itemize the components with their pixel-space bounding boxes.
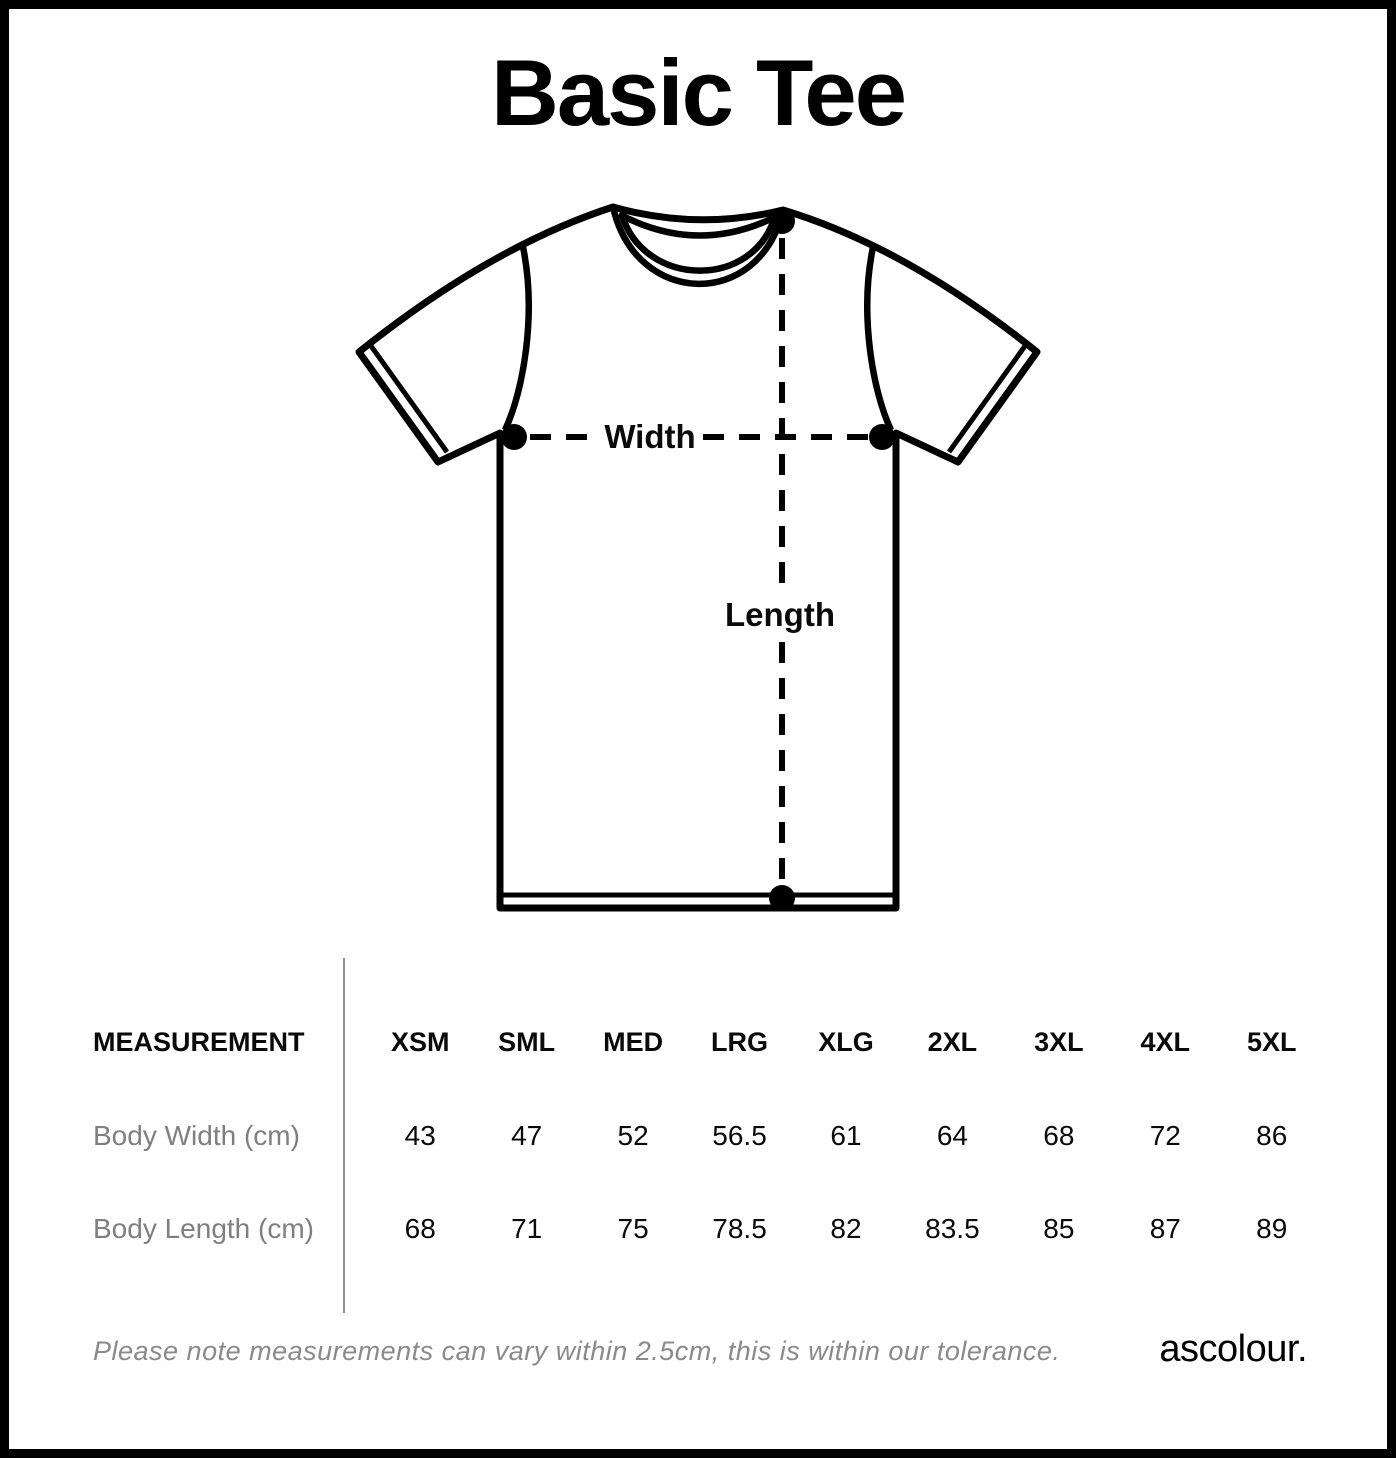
column-header-measurement: MEASUREMENT <box>93 1027 305 1057</box>
column-header-lrg: LRG <box>711 1027 769 1057</box>
row-label-body-length: Body Length (cm) <box>93 1213 314 1244</box>
body-length-value-sml: 71 <box>511 1213 543 1244</box>
tshirt-outline <box>359 207 1037 908</box>
body-length-value-5xl: 89 <box>1256 1213 1288 1244</box>
body-width-value-xlg: 61 <box>830 1120 862 1151</box>
body-width-value-5xl: 86 <box>1256 1120 1288 1151</box>
body-length-value-med: 75 <box>617 1213 649 1244</box>
body-width-value-4xl: 72 <box>1149 1120 1181 1151</box>
body-width-value-2xl: 64 <box>936 1120 968 1151</box>
body-length-value-xsm: 68 <box>404 1213 436 1244</box>
body-width-value-xsm: 43 <box>404 1120 436 1151</box>
length-measure-label: Length <box>725 596 835 633</box>
column-header-sml: SML <box>498 1027 556 1057</box>
table-row-body-width <box>93 1119 1325 1153</box>
column-header-4xl: 4XL <box>1140 1027 1191 1057</box>
body-length-value-2xl: 83.5 <box>925 1213 980 1244</box>
column-header-5xl: 5XL <box>1246 1027 1297 1057</box>
column-header-2xl: 2XL <box>927 1027 978 1057</box>
body-length-value-lrg: 78.5 <box>712 1213 767 1244</box>
left-armpit-dot <box>501 424 527 450</box>
body-length-value-3xl: 85 <box>1043 1213 1075 1244</box>
body-width-value-med: 52 <box>617 1120 649 1151</box>
column-header-3xl: 3XL <box>1034 1027 1084 1057</box>
right-armpit-dot <box>869 424 895 450</box>
table-row-body-length <box>93 1212 1325 1246</box>
brand-logo: ascolour. <box>1159 1328 1307 1370</box>
column-header-xsm: XSM <box>390 1027 450 1057</box>
size-table-header-row <box>93 1026 1325 1058</box>
tolerance-note: Please note measurements can vary within 2.5cm, this is within our tolerance. <box>93 1336 1061 1366</box>
body-width-value-lrg: 56.5 <box>712 1120 767 1151</box>
column-header-med: MED <box>603 1027 664 1057</box>
width-measure-label: Width <box>604 418 696 455</box>
body-width-value-sml: 47 <box>511 1120 543 1151</box>
hem-dot <box>769 885 795 911</box>
body-length-value-4xl: 87 <box>1149 1213 1181 1244</box>
page-title: Basic Tee <box>491 40 905 145</box>
body-width-value-3xl: 68 <box>1043 1120 1075 1151</box>
column-header-xlg: XLG <box>818 1027 874 1057</box>
row-label-body-width: Body Width (cm) <box>93 1120 300 1151</box>
neck-dot <box>769 208 795 234</box>
body-length-value-xlg: 82 <box>830 1213 862 1244</box>
